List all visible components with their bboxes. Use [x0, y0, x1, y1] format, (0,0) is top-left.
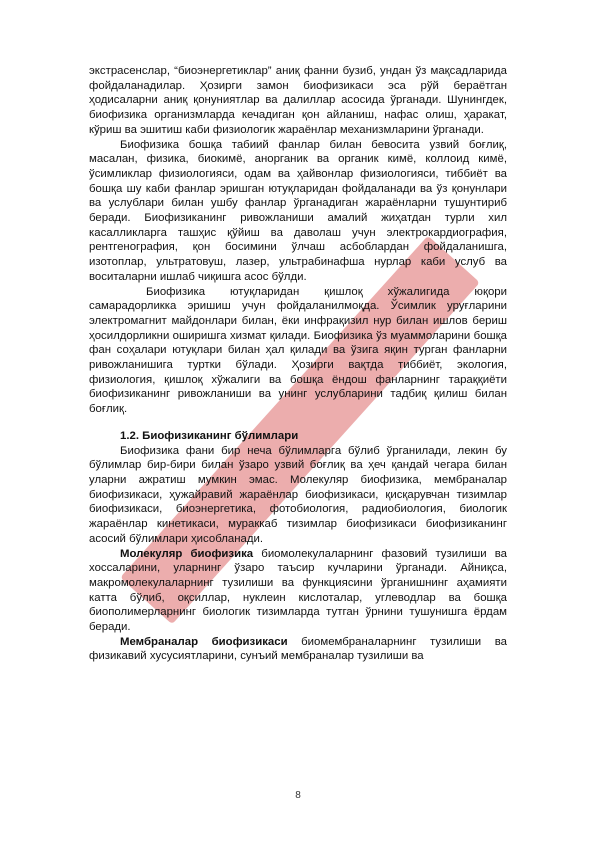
term-membrane-biophysics: Мембраналар биофизикаси — [120, 635, 288, 648]
paragraph-1: экстрасенслар, “биоэнергетиклар” аниқ фанни бузиб, ундан ўз мақсадларида фойдаланадилар. Ҳозирги замон биофизикаси эса рўй бераётган ҳодисаларни аниқ қонуниятлар ва далиллар асосида ўрганади. Шунингдек, биофизика организмларда кечадиган қон айланиш, нафас олиш, ҳаракат, кўриш ва эшитиш каби физиологик жараёнлар механизмларини ўрганади. — [89, 65, 507, 136]
paragraph-2: Биофизика бошқа табиий фанлар билан бевосита узвий боғлиқ, масалан, физика, биокимё, анорганик ва органик кимё, коллоид кимё, ўсимликлар физиологияси, одам ва ҳайвонлар физиологияси, тиббиёт ва бошқа шу каби фанлар эришган ютуқларидан фойдаланади ва ўз қонунлари ва услублари билан ушбу фанлар ўрганадиган жараёнларни тушунтириб беради. Биофизиканинг ривожланиши амалий жиҳатдан турли хил касалликларга ташҳис қўйиш ва даволаш учун электрокардиография, рентгенография, қон босимини ўлчаш асбоблардан фойдаланишга, изотоплар, ультратовуш, лазер, ультрабинафша нурлар каби услуб ва воситаларни ишлаб чиқишга асос бўлди. — [89, 138, 507, 283]
paragraph-3: Биофизика ютуқларидан қишлоқ хўжалигида юқори самарадорликка эришиш учун фойдаланилмоқда. Ўсимлик уруғларини электромагнит майдонлари билан, ёки инфрақизил нур билан ишлов бериш ҳосилдорликни оширишга хизмат қилади. Биофизика ўз муаммоларини бошқа фан соҳалари ютуқлари билан ҳал қилади ва ўзига яқин турган фанларни ривожланишига туртки бўлади. Ҳозирги вақтда тиббиёт, экология, физиология, қишлоқ хўжалиги ва бошқа ёндош фанларнинг тараққиёти биофизиканинг ривожланиши ва унинг услубларини тадбиқ қилиш билан боғлиқ. — [89, 285, 507, 416]
page-number: 8 — [295, 790, 301, 801]
term-molecular-biophysics: Молекуляр биофизика — [120, 547, 254, 560]
section-paragraph-1-text: Биофизика фани бир неча бўлимларга бўлиб ўрганилади, лекин бу бўлимлар бир-бири билан ўзаро узвий боғлиқ ва ҳеч қандай чегара билан уларни ажратиш мумкин эмас. Молекуляр биофизика, мембраналар биофизикаси, ҳужайравий жараёнлар биофизикаси, қисқарувчан тизимлар биофизикаси, биоэнергетика, фотобиология, радиобиология, биологик жараёнлар кинетикаси, мураккаб тизимлар биофизикаси биофизиканинг асосий бўлимлари ҳисобланади. — [89, 444, 507, 545]
section-paragraph-1 — [89, 444, 507, 547]
section-heading: 1.2. Биофизиканинг бўлимлари — [120, 429, 299, 442]
section-paragraph-3-text: биомембраналарнинг тузилиши ва физикавий хусусиятларини, сунъий мембраналар тузилиши ва — [89, 635, 507, 663]
section-paragraph-2 — [89, 547, 507, 635]
section-paragraph-3 — [89, 635, 507, 664]
document-body — [89, 64, 507, 664]
section-paragraph-2-text: биомолекулаларнинг фазовий тузилиши ва хоссаларини, уларнинг ўзаро таъсир кучларини ўрганади. Айниқса, макромолекулаларнинг тузилиши ва функциясини ўрганишнинг аҳамияти катта бўлиб, оқсиллар, нуклеин кислоталар, углеводлар ва бошқа биополимерларнинг биологик тизимларда тутган ўрнини тушунишга ёрдам беради. — [89, 547, 507, 634]
